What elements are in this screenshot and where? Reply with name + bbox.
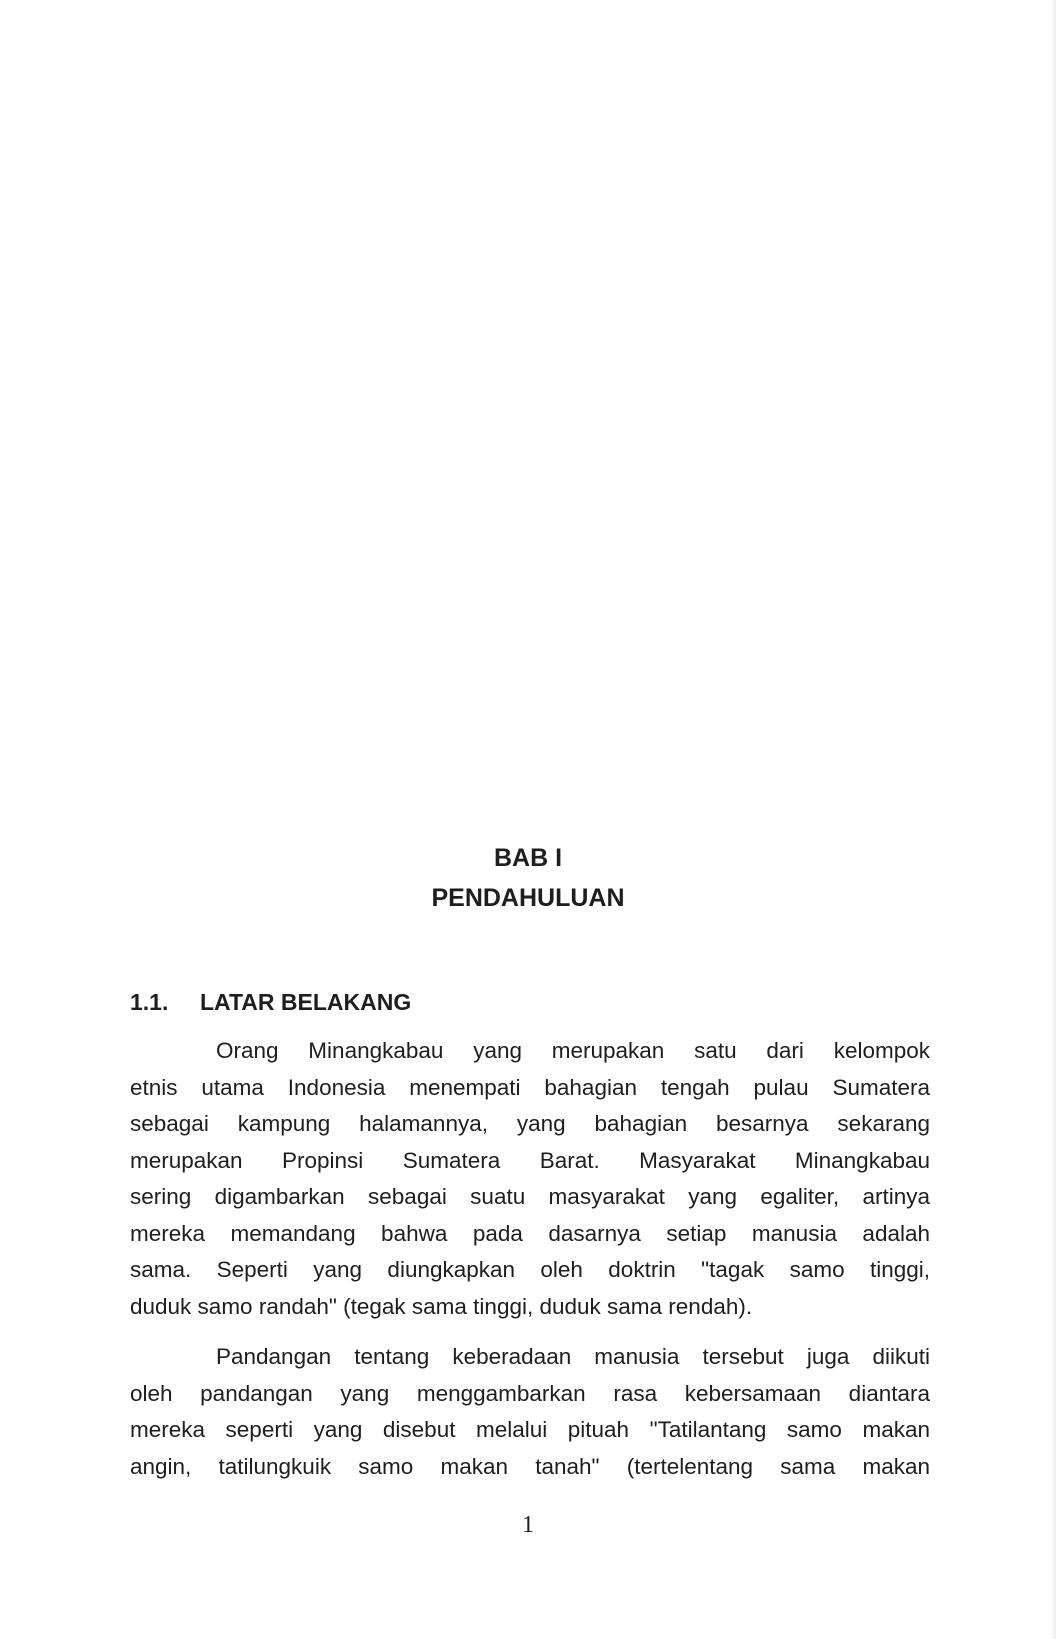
paragraph-line: merupakan Propinsi Sumatera Barat. Masyarakat Minangkabau <box>130 1147 930 1173</box>
paragraph-line: sebagai kampung halamannya, yang bahagian besarnya sekarang <box>130 1111 930 1136</box>
paragraph-line: oleh pandangan yang menggambarkan rasa kebersamaan diantara <box>130 1380 930 1406</box>
paragraph-line: mereka seperti yang disebut melalui pituah "Tatilantang samo makan <box>130 1417 930 1442</box>
paragraph-1 <box>130 1033 930 1325</box>
paragraph-line: Pandangan tentang keberadaan manusia tersebut juga diikuti <box>216 1344 930 1369</box>
section-number: 1.1. <box>130 989 169 1015</box>
section-heading <box>130 987 411 1017</box>
page-number: 1 <box>522 1512 534 1538</box>
paragraph-2 <box>130 1339 930 1485</box>
section-title: LATAR BELAKANG <box>200 989 412 1015</box>
paragraph-line: sering digambarkan sebagai suatu masyarakat yang egaliter, artinya <box>130 1184 930 1209</box>
chapter-heading <box>0 838 1056 918</box>
chapter-title: PENDAHULUAN <box>431 884 625 912</box>
chapter-label: BAB I <box>493 844 563 872</box>
paragraph-line: sama. Seperti yang diungkapkan oleh doktrin "tagak samo tinggi, <box>130 1257 930 1282</box>
paragraph-line: etnis utama Indonesia menempati bahagian tengah pulau Sumatera <box>130 1074 930 1100</box>
paragraph-line: Orang Minangkabau yang merupakan satu dari kelompok <box>216 1038 930 1063</box>
paragraph-line: duduk samo randah" (tegak sama tinggi, duduk sama rendah). <box>130 1293 753 1319</box>
page-edge-shadow <box>1050 0 1056 1639</box>
paragraph-line: angin, tatilungkuik samo makan tanah" (tertelentang sama makan <box>130 1453 930 1479</box>
paragraph-line: mereka memandang bahwa pada dasarnya setiap manusia adalah <box>130 1220 930 1246</box>
